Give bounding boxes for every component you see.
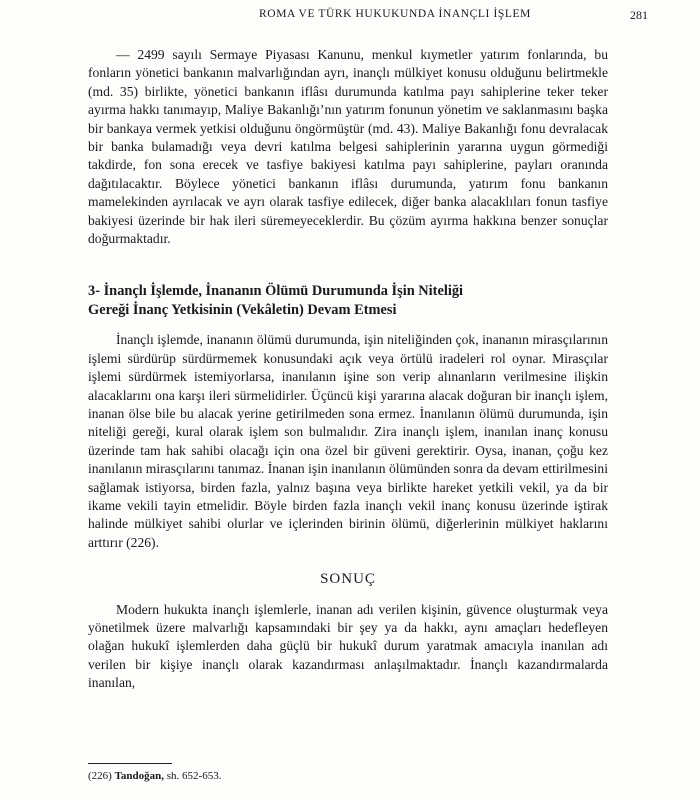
footnote xyxy=(88,769,221,783)
body-text xyxy=(88,46,608,693)
conclusion-heading: SONUÇ xyxy=(320,571,376,588)
paragraph-death-of-trustor: İnançlı işlemde, inananın ölümü durumunda, işin niteliğinden çok, inananın mirasçılarının işlemi sürdürüp sürdürmemek konusundaki açık veya örtülü iradeleri rol oynar. Mirasçılar işlemi sürdürmek istemiyorlarsa, inanılanın işine son verip alınanların verilmesine ilişkin alacaklarını ona karşı ileri sürmelidirler. Üçüncü kişi yararına alacak doğuran bir inançlı işlem, inanan ölse bile bu alacak yerine getirilmeden sona ermez. İnanılanın ölümü durumunda, işin niteliği gereği, kural olarak işlem son bulmalıdır. Zira inançlı işlem, inanılan inanç konusu üzerinde tam hak sahibi olacağı için ona özel bir güveni gerektirir. Oysa, inanan, çoğu kez inanılanın mirasçılarını tanımaz. İnanan işin inanılanın ölümünden sonra da devam ettirilmesini sağlamak istiyorsa, birden fazla, yalnız başına veya birlikte hareket yetkili vekil, ya da bir ikame vekili tayin etmelidir. Böyle birden fazla inançlı vekil inanç konusu üzerinde iştirak halinde mülkiyet sahibi olurlar ve içlerinden birinin ölümü, diğerlerinin mülkiyet haklarını arttırır (226). xyxy=(88,332,608,550)
section-heading-line-2: Gereği İnanç Yetkisinin (Vekâletin) Devam Etmesi xyxy=(88,301,397,318)
footnote-rule xyxy=(88,763,172,764)
footnote-reference: sh. 652-653. xyxy=(166,770,222,782)
section-heading-line-1: 3- İnançlı İşlemde, İnananın Ölümü Durumunda İşin Niteliği xyxy=(88,283,464,300)
paragraph-conclusion: Modern hukukta inançlı işlemlerle, inanan adı verilen kişinin, güvence oluşturmak veya yönetilmek üzere malvarlığı kapsamındaki bir şey ya da hakkı, aynı amaçları hedefleyen olağan hukukî işlemlerden daha güçlü bir hukukî durum yaratmak amacıyla inanılan adı verilen bir kişiye inançlı olarak kazandırması anlaşılmaktadır. İnançlı kazandırmalarda inanılan, xyxy=(88,601,608,691)
section-heading xyxy=(88,282,608,319)
footnote-author: Tandoğan, xyxy=(114,770,165,782)
running-title: ROMA VE TÜRK HUKUKUNDA İNANÇLI İŞLEM xyxy=(259,8,531,20)
paragraph-capital-markets: — 2499 sayılı Sermaye Piyasası Kanunu, menkul kıymetler yatırım fonlarında, bu fonların yönetici bankanın malvarlığından ayrı, inançlı mülkiyet konusu olduğunu belirtmekle (md. 35) birlikte, yönetici bankanın iflâsı durumunda katılma payı sahiplerine teker teker ayırma hakkı tanımayıp, Maliye Bakanlığı’nın yatırım fonunun yönetim ve saklanmasını başka bir bankaya vermek yetkisi olduğunu öngörmüştür (md. 43). Maliye Bakanlığı fonu devralacak bir banka bulamadığı veya devri katılma belgesi sahiplerinin yararına uygun görmediği takdirde, fon sona erecek ve tasfiye bakiyesi katılma payı sahiplerine, payları oranında dağıtılacaktır. Böylece yönetici bankanın iflâsı durumunda, yatırım fonu bankanın mamelekinden ayrılacak ve ayrı olarak tasfiye edilecek, diğer banka alacaklıları fonun tasfiye bakiyesi üzerinde bir hak ileri süremeyeceklerdir. Bu çözüm ayırma hakkına benzer sonuçlar doğurmaktadır. xyxy=(88,47,608,247)
footnote-number: (226) xyxy=(88,770,112,782)
page-number: 281 xyxy=(630,8,648,22)
